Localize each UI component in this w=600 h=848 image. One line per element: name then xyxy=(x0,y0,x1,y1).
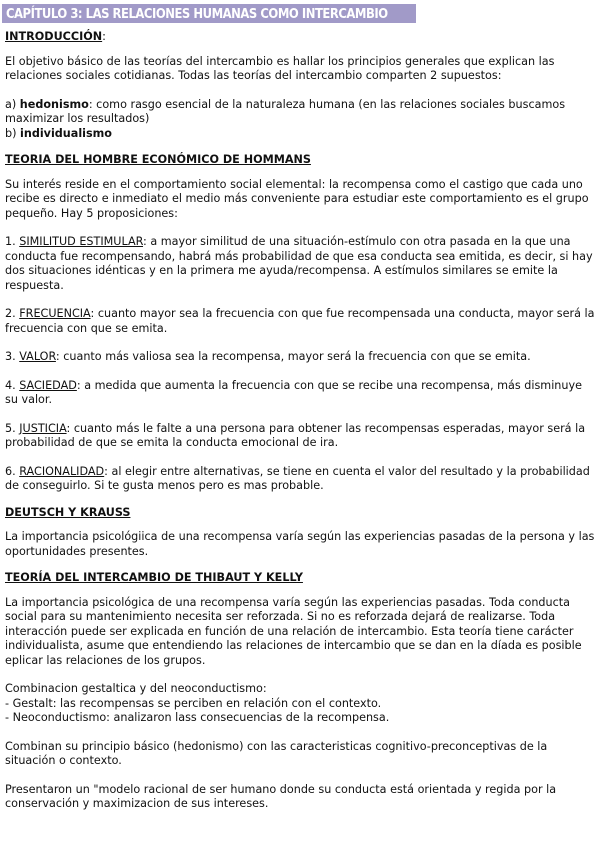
section-heading-thibaut xyxy=(5,571,595,586)
section-heading-deutsch xyxy=(5,506,595,521)
term-hedonismo: hedonismo xyxy=(19,97,89,111)
item-number: 1. xyxy=(5,235,20,248)
paragraph: Presentaron un "modelo racional de ser humano donde su conducta está orientada y regida por la conservación y maximizacion de sus intereses. xyxy=(5,782,557,810)
proposition-item xyxy=(5,422,595,451)
item-text: : como rasgo esencial de la naturaleza humana (en las relaciones sociales buscamos maximizar los resultados) xyxy=(5,97,566,125)
list-item-a xyxy=(5,98,595,127)
item-prefix: b) xyxy=(5,126,21,140)
item-number: 4. xyxy=(5,378,20,392)
proposition-item xyxy=(5,465,595,494)
paragraph: Su interés reside en el comportamiento social elemental: la recompensa como el castigo que cada uno recibe es directo e inmediato el medio más conveniente para estudiar este comportamiento es el grupo pequeño. Hay 5 proposiciones: xyxy=(5,177,589,220)
proposition-item xyxy=(5,307,595,336)
paragraph: Combinan su principio básico (hedonismo) con las caracteristicas cognitivo-preconceptivas de la situación o contexto. xyxy=(5,739,548,767)
chapter-title-bar xyxy=(2,4,416,23)
proposition-text: : cuanto mayor sea la frecuencia con que fue recompensada una conducta, mayor será la frecuencia con que se emita. xyxy=(5,307,595,335)
list-item-b xyxy=(5,127,595,142)
paragraph: El objetivo básico de las teorías del intercambio es hallar los principios generales que explican las relaciones sociales cotidianas. Todas las teorías del intercambio comparten 2 supuestos: xyxy=(5,54,555,82)
proposition-item xyxy=(5,379,595,408)
paragraph-line: - Neoconductismo: analizaron lass consecuencias de la recompensa. xyxy=(5,711,390,724)
item-number: 2. xyxy=(5,307,20,320)
proposition-item xyxy=(5,235,595,293)
proposition-text: : a medida que aumenta la frecuencia con que se recibe una recompensa, más disminuye su valor. xyxy=(5,378,582,406)
paragraph: La importancia psicológica de una recompensa varía según las experiencias pasadas. Toda conducta social para su mantenimiento necesita ser reforzada. Si no es reforzada dejará de realizarse. Toda interacción puede ser explicada en función de una relación de intercambio. Esta teoría tiene carácter individualista, asume que entendiendo las relaciones de intercambio que se dan en la díada es posible eplicar las relaciones de los grupos. xyxy=(5,595,582,667)
paragraph-line: - Gestalt: las recompensas se perciben en relación con el contexto. xyxy=(5,696,382,710)
proposition-term: JUSTICIA xyxy=(19,421,67,435)
section-heading-hommans xyxy=(5,153,595,168)
chapter-title: CAPÍTULO 3: LAS RELACIONES HUMANAS COMO INTERCAMBIO xyxy=(6,6,388,22)
heading-text: DEUTSCH Y KRAUSS xyxy=(5,505,131,519)
item-prefix: a) xyxy=(5,97,20,111)
heading-text: TEORÍA DEL INTERCAMBIO DE THIBAUT Y KELLY xyxy=(5,571,303,584)
proposition-text: : a mayor similitud de una situación-estímulo con otra pasada en la que una conducta fue recompensando, habrá más probabilidad de que esa conducta sea emitida, es decir, si hay dos situaciones idénticas y en la primera me ayuda/recompensa. A estímulos similares se emite la respuesta. xyxy=(5,235,593,292)
proposition-text: : cuanto más le falte a una persona para obtener las recompensas esperadas, mayor será la probabilidad de que se emita la conducta emocional de ira. xyxy=(5,421,586,449)
heading-colon: : xyxy=(102,30,106,43)
proposition-term: RACIONALIDAD xyxy=(19,464,105,478)
proposition-text: : al elegir entre alternativas, se tiene en cuenta el valor del resultado y la probabilidad de conseguirlo. Si te gusta menos pero es mas probable. xyxy=(5,464,590,492)
proposition-item xyxy=(5,350,595,365)
heading-text: INTRODUCCIÓN xyxy=(5,30,103,43)
item-number: 5. xyxy=(5,421,20,435)
paragraph-line: Combinacion gestaltica y del neoconductismo: xyxy=(5,682,267,695)
heading-text: TEORIA DEL HOMBRE ECONÓMICO DE HOMMANS xyxy=(5,153,311,166)
item-number: 3. xyxy=(5,350,20,363)
proposition-term: SACIEDAD xyxy=(19,378,77,392)
document-content xyxy=(5,30,595,812)
item-number: 6. xyxy=(5,464,20,478)
term-individualismo: individualismo xyxy=(20,126,112,140)
section-heading-introduccion xyxy=(5,30,595,45)
proposition-term: FRECUENCIA xyxy=(19,307,91,320)
proposition-text: : cuanto más valiosa sea la recompensa, mayor será la frecuencia con que se emita. xyxy=(55,350,531,363)
paragraph: La importancia psicológiica de una recompensa varía según las experiencias pasadas de la persona y las oportunidades presentes. xyxy=(5,530,595,558)
proposition-term: SIMILITUD ESTIMULAR xyxy=(19,235,144,248)
proposition-term: VALOR xyxy=(19,350,56,363)
